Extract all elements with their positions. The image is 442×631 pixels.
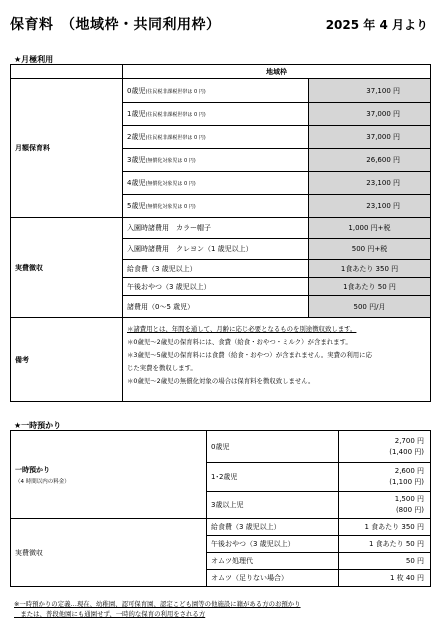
temp-age-label: 3歳以上児 bbox=[207, 492, 339, 519]
actual-cost-value: 1食あたり 350 円 bbox=[309, 260, 431, 278]
temp-actual-value: 1 枚 40 円 bbox=[339, 570, 431, 587]
remark-line: ＊諸費用とは、年間を通して、月齢に応じ必要となるものを別途徴収致します。 bbox=[127, 325, 357, 333]
temp-actual-label: 給食費（3 歳児以上） bbox=[207, 519, 339, 536]
section-label-monthly: ★月極利用 bbox=[14, 55, 54, 64]
age-row: 4歳児(無償化対象児は 0 円) bbox=[123, 172, 309, 195]
actual-cost-value: 500 円/月 bbox=[309, 296, 431, 318]
category-temp-actual-cost: 実費徴収 bbox=[11, 519, 207, 587]
actual-cost-value: 1食あたり 50 円 bbox=[309, 278, 431, 296]
fee-cell: 26,600 円 bbox=[309, 149, 431, 172]
remark-line: ＊3歳児～5歳児の保育料には食費（給食・おやつ）が含まれません。実費の利用に応 bbox=[127, 351, 372, 359]
fee-cell: 23,100 円 bbox=[309, 172, 431, 195]
age-row: 2歳児(住民税非課税世帯は 0 円) bbox=[123, 126, 309, 149]
temp-fee-cell: 2,600 円 (1,100 円) bbox=[339, 463, 431, 492]
fee-cell: 37,000 円 bbox=[309, 126, 431, 149]
effective-date: 2025 年 4 月より bbox=[325, 18, 428, 32]
temp-actual-value: 50 円 bbox=[339, 553, 431, 570]
monthly-fee-table bbox=[10, 64, 431, 402]
temp-actual-label: 午後おやつ（3 歳児以上） bbox=[207, 536, 339, 553]
fee-cell: 23,100 円 bbox=[309, 195, 431, 218]
remark-line: ＊0歳児～2歳児の無償化対象の場合は保育料を徴収致しません。 bbox=[127, 377, 315, 385]
temp-actual-value: 1 食あたり 350 円 bbox=[339, 519, 431, 536]
temp-actual-label: オムツ処理代 bbox=[207, 553, 339, 570]
temp-fee-cell: 2,700 円 (1,400 円) bbox=[339, 431, 431, 463]
temporary-care-table bbox=[10, 430, 431, 587]
column-header-chiikiwaku: 地域枠 bbox=[123, 65, 431, 79]
age-row: 5歳児(無償化対象児は 0 円) bbox=[123, 195, 309, 218]
actual-cost-label: 給食費（3 歳児以上） bbox=[123, 260, 309, 278]
fee-cell: 37,100 円 bbox=[309, 79, 431, 103]
actual-cost-label: 入園時諸費用 クレヨン（1 歳児以上） bbox=[123, 239, 309, 260]
temp-fee-cell: 1,500 円 (800 円) bbox=[339, 492, 431, 519]
temp-actual-label: オムツ（足りない場合） bbox=[207, 570, 339, 587]
actual-cost-label: 入園時諸費用 カラー帽子 bbox=[123, 218, 309, 239]
category-monthly-fee: 月額保育料 bbox=[11, 79, 123, 218]
remark-line: ＊0歳児～2歳児の保育料には、食費（給食・おやつ・ミルク）が含まれます。 bbox=[127, 338, 352, 346]
actual-cost-label: 諸費用（0～5 歳児） bbox=[123, 296, 309, 318]
footnote: ※一時預かりの定義…現在、幼稚園、認可保育園、認定こども園等の他施設に籍がある方のお預かり または、普段他園にも通園せず、一時的な保育の利用をされる方 bbox=[14, 600, 301, 618]
age-row: 1歳児(住民税非課税世帯は 0 円) bbox=[123, 103, 309, 126]
remarks-block bbox=[123, 318, 431, 402]
remark-line: じた実費を徴収します。 bbox=[127, 364, 197, 372]
temp-age-label: 0歳児 bbox=[207, 431, 339, 463]
category-actual-cost: 実費徴収 bbox=[11, 218, 123, 318]
actual-cost-value: 1,000 円+税 bbox=[309, 218, 431, 239]
temp-actual-value: 1 食あたり 50 円 bbox=[339, 536, 431, 553]
actual-cost-value: 500 円+税 bbox=[309, 239, 431, 260]
category-temporary-care: 一時預かり （4 時間以内の料金） bbox=[11, 431, 207, 519]
section-label-temporary: ★一時預かり bbox=[14, 421, 62, 430]
page-title: 保育料 （地域枠・共同利用枠） bbox=[10, 17, 221, 33]
fee-cell: 37,000 円 bbox=[309, 103, 431, 126]
temp-age-label: 1･2歳児 bbox=[207, 463, 339, 492]
actual-cost-label: 午後おやつ（3 歳児以上） bbox=[123, 278, 309, 296]
category-remarks: 備考 bbox=[11, 318, 123, 402]
age-row: 0歳児(住民税非課税世帯は 0 円) bbox=[123, 79, 309, 103]
age-row: 3歳児(無償化対象児は 0 円) bbox=[123, 149, 309, 172]
